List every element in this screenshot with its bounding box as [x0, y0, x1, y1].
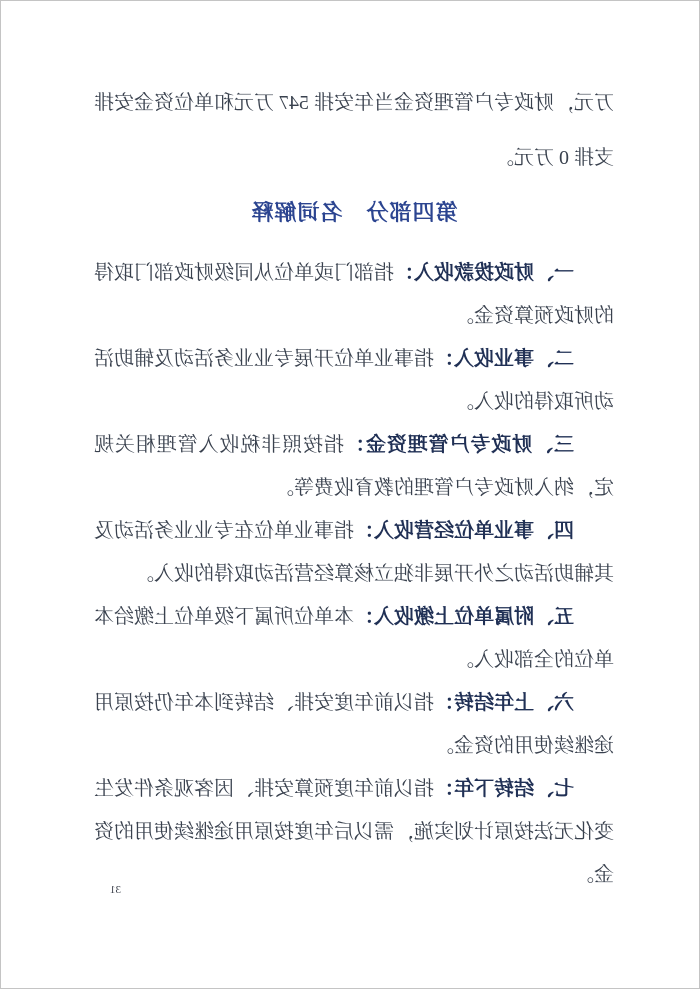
glossary-item — [94, 510, 614, 596]
glossary-term: 二、事业收入： — [434, 348, 574, 370]
glossary-term: 四、事业单位经营收入： — [354, 520, 574, 542]
glossary-definition: 指事业单位在专业业务活动及其辅助活动之外开展非独立核算经营活动取得的收入。 — [94, 520, 614, 585]
glossary-definition: 指按照非税收入管理相关规定，纳入财政专户管理的教育收费等。 — [94, 434, 614, 499]
glossary-item — [94, 682, 614, 768]
glossary-term: 七、结转下年： — [434, 778, 574, 800]
glossary-definition: 本单位所属下级单位上缴给本单位的全部收入。 — [94, 606, 614, 671]
glossary-term: 一、财政拨款收入： — [394, 262, 574, 284]
glossary-item — [94, 596, 614, 682]
intro-line-2: 支排 0 万元。 — [494, 147, 614, 169]
intro-line-1: 万元，财政专户管理资金当年安排 547 万元和单位资金安排 — [94, 92, 614, 114]
glossary-item — [94, 424, 614, 510]
glossary-item — [94, 252, 614, 338]
glossary-definition: 指部门或单位从同级财政部门取得的财政预算资金。 — [94, 262, 614, 327]
glossary-term: 三、财政专户管理资金： — [344, 434, 574, 456]
page-content — [94, 76, 614, 897]
glossary-definition: 指事业单位开展专业业务活动及辅助活动所取得的收入。 — [94, 348, 614, 413]
glossary-definition: 指以前年度安排、结转到本年仍按原用途继续使用的资金。 — [94, 692, 614, 757]
section-title: 第四部分 名词解释 — [250, 200, 458, 225]
intro-paragraph — [94, 76, 614, 186]
glossary-item — [94, 338, 614, 424]
glossary-definition: 指以前年度预算安排、因客观条件发生变化无法按原计划实施，需以后年度按原用途继续使用的资金。 — [94, 778, 614, 886]
glossary-list — [94, 252, 614, 897]
glossary-item — [94, 768, 614, 897]
mirrored-page-surface — [1, 1, 699, 988]
glossary-term: 六、上年结转： — [434, 692, 574, 714]
glossary-term: 五、附属单位上缴收入： — [354, 606, 574, 628]
page-number: 31 — [110, 884, 121, 896]
